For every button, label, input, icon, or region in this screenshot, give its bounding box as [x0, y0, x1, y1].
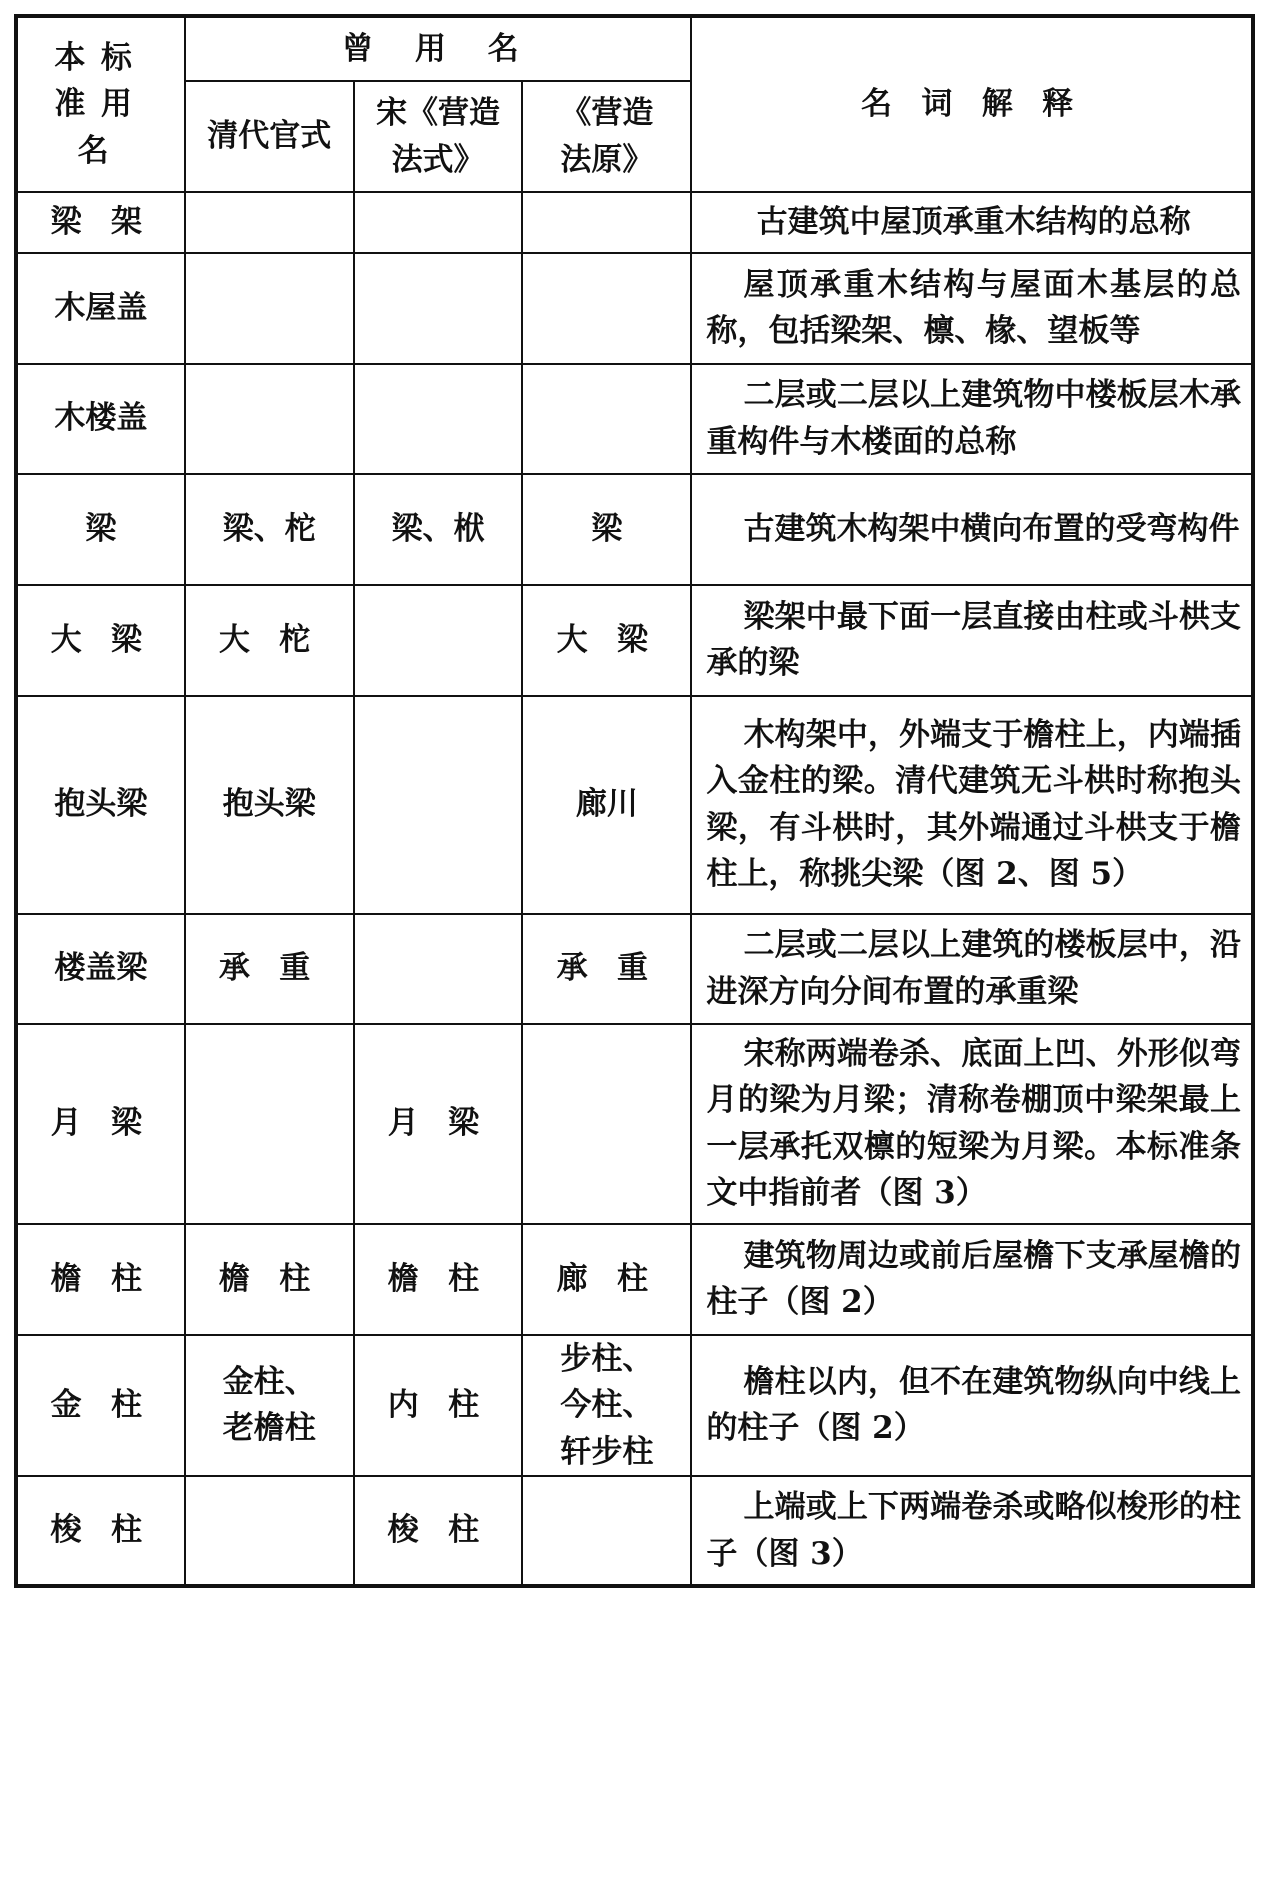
row-fayuan-name	[522, 192, 691, 253]
table-row	[16, 1476, 1253, 1586]
row-definition	[691, 1476, 1253, 1586]
header-explanation-text: 名 词 解 释	[860, 86, 1083, 123]
row-qing-name	[185, 1335, 354, 1477]
row-qing-name	[185, 253, 354, 364]
header-fayuan	[522, 81, 691, 192]
row-qing-line: 老檐柱	[222, 1410, 316, 1447]
row-definition	[691, 585, 1253, 696]
row-definition-text: 宋称两端卷杀、底面上凹、外形似弯月的梁为月梁；清称卷棚顶中梁架最上一层承托双檩的短梁为月梁。本标准条文中指前者（图 3）	[706, 1035, 1241, 1211]
table-row	[16, 253, 1253, 364]
table-row	[16, 1224, 1253, 1335]
row-standard-name: 梭 柱	[16, 1476, 185, 1586]
row-definition	[691, 1335, 1253, 1477]
table-row	[16, 474, 1253, 585]
row-qing-name	[185, 192, 354, 253]
row-qing-name-wrap	[223, 1359, 316, 1452]
row-fayuan-line: 轩步柱	[560, 1433, 654, 1470]
row-definition-text: 木构架中，外端支于檐柱上，内端插入金柱的梁。清代建筑无斗栱时称抱头梁，有斗栱时，其外端通过斗栱支于檐柱上，称挑尖梁（图 2、图 5）	[706, 716, 1241, 892]
table-row	[16, 696, 1253, 914]
row-fayuan-line: 步柱、	[560, 1340, 654, 1377]
header-qing-text: 清代官式	[207, 118, 332, 155]
row-fayuan-name	[522, 253, 691, 364]
row-qing-name: 梁、柁	[185, 474, 354, 585]
row-qing-name	[185, 364, 354, 474]
row-qing-name: 承 重	[185, 914, 354, 1024]
row-fayuan-name: 承 重	[522, 914, 691, 1024]
row-fayuan-name: 廊川	[522, 696, 691, 914]
row-fayuan-name: 廊 柱	[522, 1224, 691, 1335]
header-former-names	[185, 16, 692, 81]
table-row	[16, 364, 1253, 474]
row-qing-name: 大 柁	[185, 585, 354, 696]
row-qing-name	[185, 1024, 354, 1224]
row-song-name: 檐 柱	[354, 1224, 523, 1335]
row-standard-name: 梁 架	[16, 192, 185, 253]
row-definition-text: 古建筑木构架中横向布置的受弯构件	[743, 510, 1240, 547]
row-definition-text: 二层或二层以上建筑物中楼板层木承重构件与木楼面的总称	[706, 377, 1241, 460]
row-definition	[691, 914, 1253, 1024]
row-standard-name: 金 柱	[16, 1335, 185, 1477]
row-standard-name: 大 梁	[16, 585, 185, 696]
header-explanation	[691, 16, 1253, 192]
row-definition	[691, 192, 1253, 253]
header-former-names-text: 曾 用 名	[342, 30, 535, 67]
header-song-text: 宋《营造法式》	[376, 95, 501, 178]
row-standard-name: 月 梁	[16, 1024, 185, 1224]
row-fayuan-name	[522, 364, 691, 474]
row-fayuan-name-wrap	[560, 1336, 653, 1476]
row-song-name: 内 柱	[354, 1335, 523, 1477]
row-song-name: 梁、栿	[354, 474, 523, 585]
header-row-1	[16, 16, 1253, 81]
row-definition-text: 檐柱以内，但不在建筑物纵向中线上的柱子（图 2）	[706, 1363, 1241, 1447]
row-definition-text: 二层或二层以上建筑的楼板层中，沿进深方向分间布置的承重梁	[706, 927, 1241, 1010]
row-definition-text: 上端或上下两端卷杀或略似梭形的柱子（图 3）	[706, 1489, 1241, 1572]
row-definition-text: 建筑物周边或前后屋檐下支承屋檐的柱子（图 2）	[706, 1237, 1241, 1320]
header-fayuan-text: 《营造法原》	[560, 95, 654, 178]
table-row	[16, 1024, 1253, 1224]
row-song-name	[354, 585, 523, 696]
table-row	[16, 1335, 1253, 1477]
row-definition-text: 梁架中最下面一层直接由柱或斗栱支承的梁	[706, 598, 1241, 681]
row-definition-text: 古建筑中屋顶承重木结构的总称	[756, 204, 1191, 240]
row-fayuan-name	[522, 1024, 691, 1224]
header-standard-name	[16, 16, 185, 192]
row-definition	[691, 253, 1253, 364]
row-standard-name: 梁	[16, 474, 185, 585]
row-standard-name: 楼盖梁	[16, 914, 185, 1024]
row-song-name	[354, 364, 523, 474]
row-definition	[691, 696, 1253, 914]
row-song-name	[354, 914, 523, 1024]
row-song-name	[354, 192, 523, 253]
terminology-table	[14, 14, 1255, 1588]
row-fayuan-name	[522, 1476, 691, 1586]
row-qing-line: 金柱、	[222, 1363, 316, 1400]
row-standard-name: 檐 柱	[16, 1224, 185, 1335]
row-song-name: 梭 柱	[354, 1476, 523, 1586]
row-fayuan-line: 今柱、	[560, 1387, 654, 1423]
row-song-name: 月 梁	[354, 1024, 523, 1224]
row-definition	[691, 1224, 1253, 1335]
row-standard-name: 木楼盖	[16, 364, 185, 474]
row-song-name	[354, 253, 523, 364]
header-qing	[185, 81, 354, 192]
row-standard-name: 抱头梁	[16, 696, 185, 914]
table-row	[16, 914, 1253, 1024]
row-definition-text: 屋顶承重木结构与屋面木基层的总称，包括梁架、檩、椽、望板等	[706, 266, 1241, 349]
table-row	[16, 192, 1253, 253]
row-standard-name: 木屋盖	[16, 253, 185, 364]
row-qing-name: 抱头梁	[185, 696, 354, 914]
row-definition	[691, 474, 1253, 585]
row-song-name	[354, 696, 523, 914]
row-qing-name	[185, 1476, 354, 1586]
row-definition	[691, 1024, 1253, 1224]
row-definition	[691, 364, 1253, 474]
row-fayuan-name: 梁	[522, 474, 691, 585]
row-fayuan-name	[522, 1335, 691, 1477]
row-fayuan-name: 大 梁	[522, 585, 691, 696]
table-row	[16, 585, 1253, 696]
header-standard-name-text: 本标准用名	[54, 39, 148, 169]
row-qing-name: 檐 柱	[185, 1224, 354, 1335]
header-song	[354, 81, 523, 192]
